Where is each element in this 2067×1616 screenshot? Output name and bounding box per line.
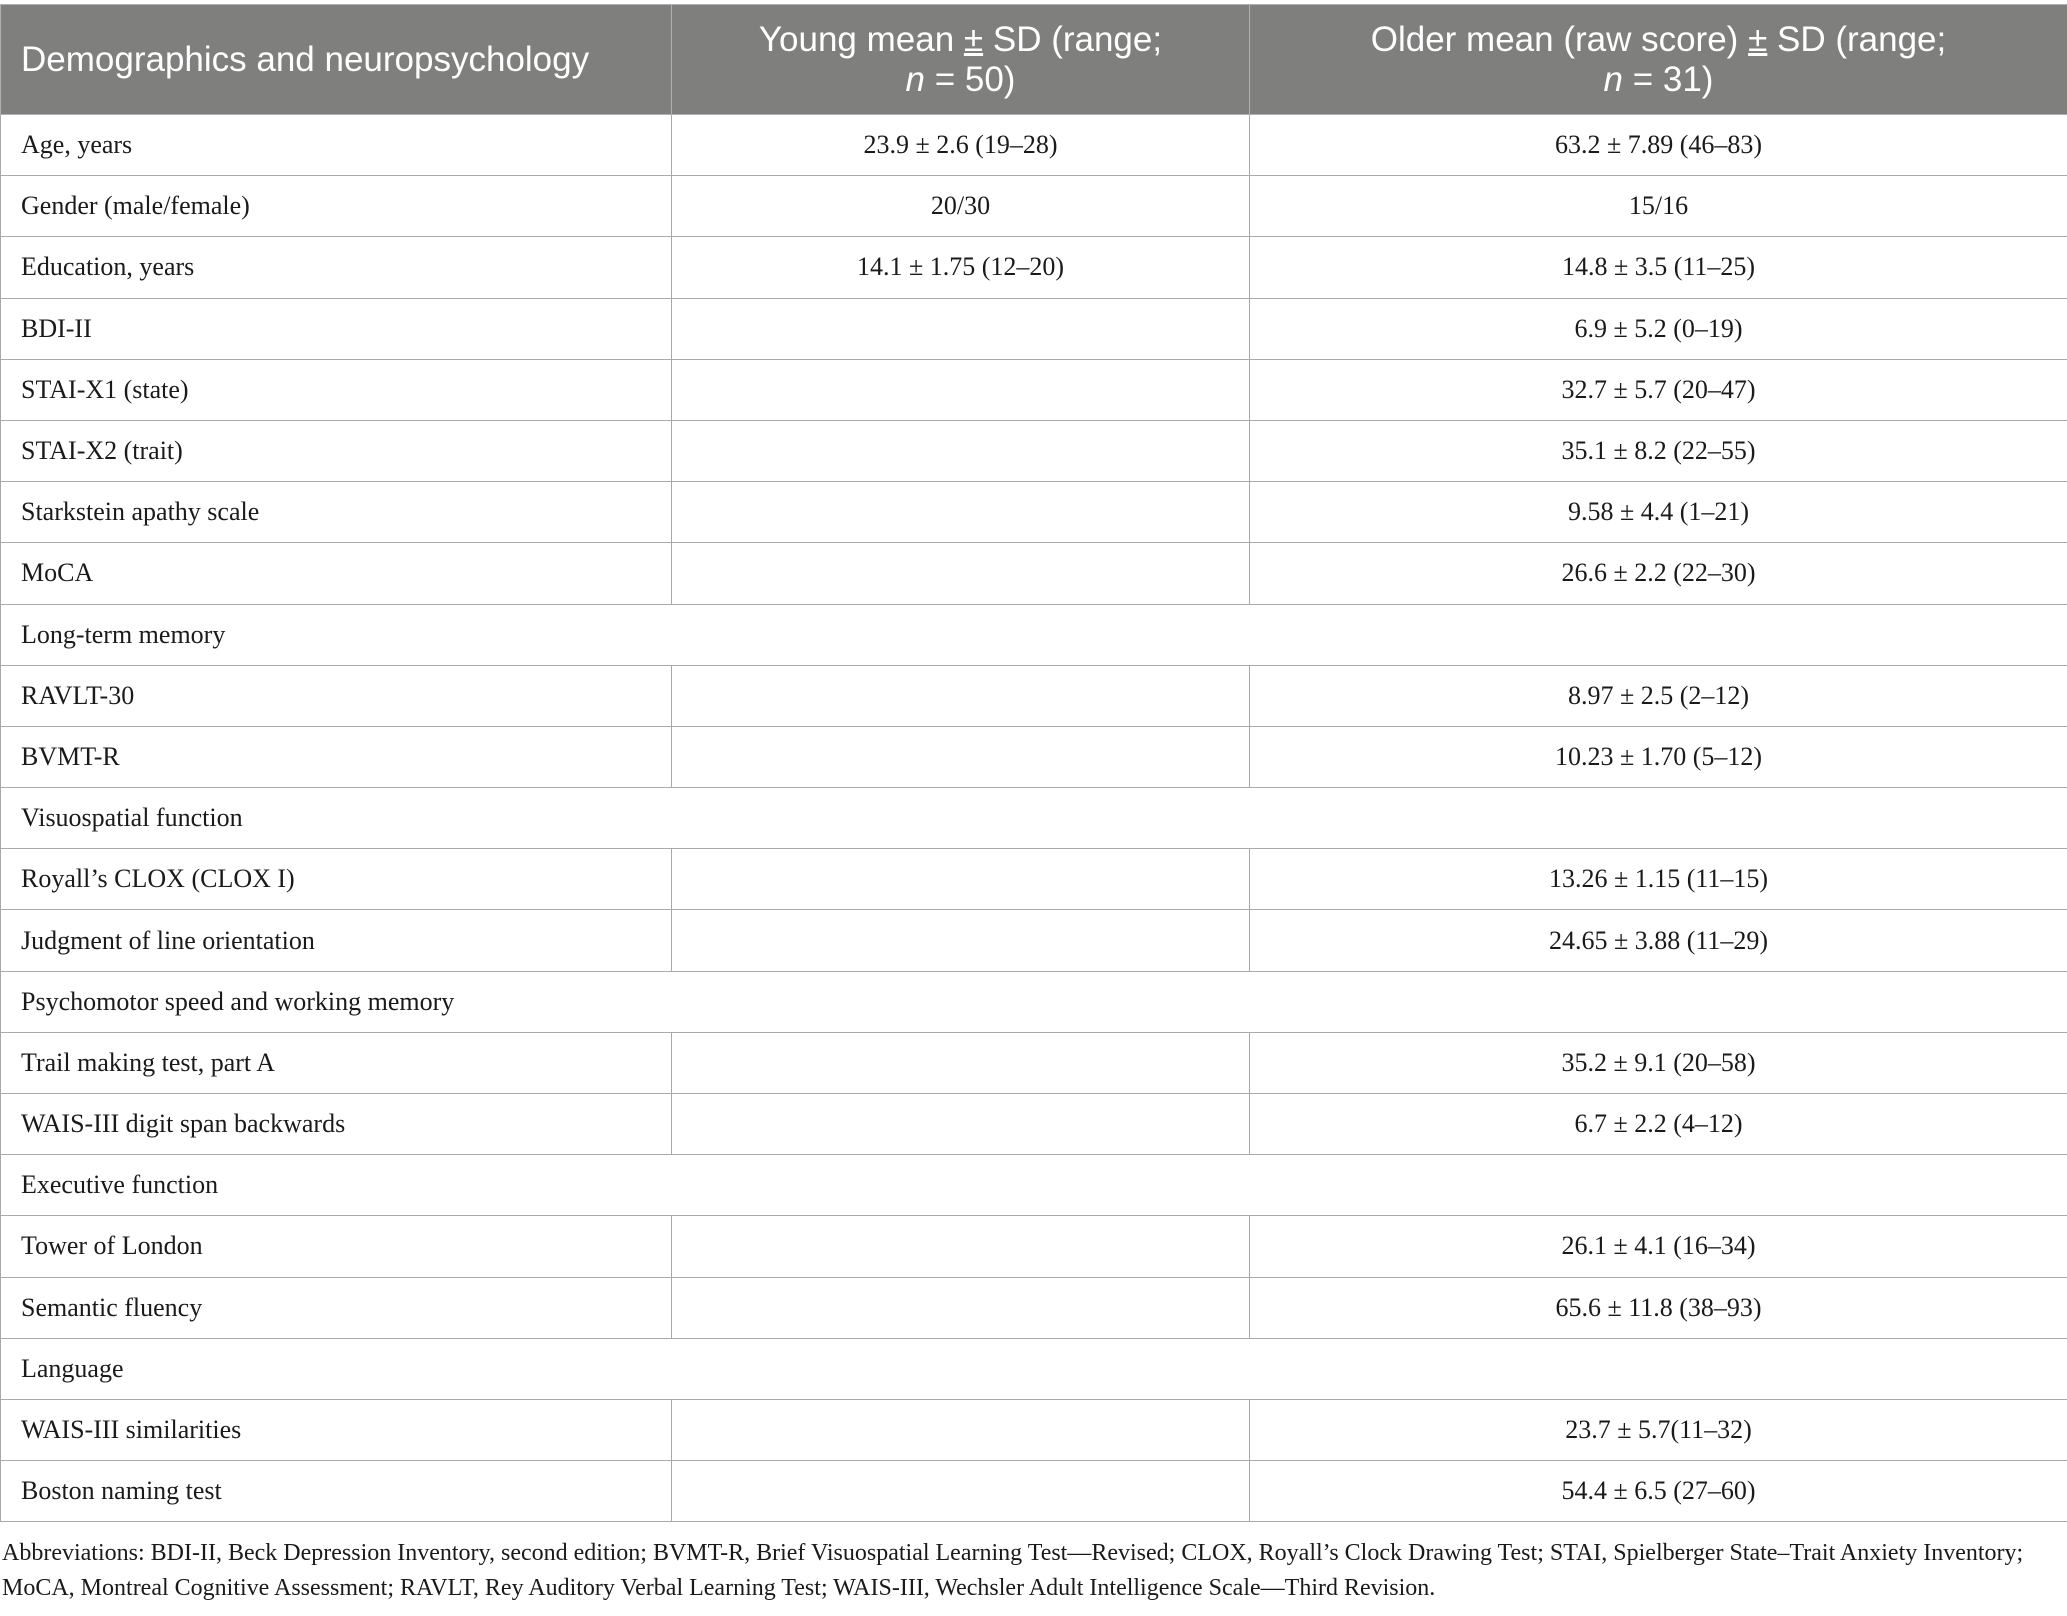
table-row	[1, 1032, 2067, 1093]
table-header-row	[1, 5, 2067, 115]
older-value: 6.7 ± 2.2 (4–12)	[1250, 1094, 2067, 1155]
young-value	[672, 543, 1250, 604]
row-label: Semantic fluency	[1, 1277, 672, 1338]
table-row	[1, 1277, 2067, 1338]
older-value: 10.23 ± 1.70 (5–12)	[1250, 726, 2067, 787]
table-row	[1, 1399, 2067, 1460]
table-row	[1, 237, 2067, 298]
row-label: BDI-II	[1, 298, 672, 359]
abbreviations-footnote: Abbreviations: BDI-II, Beck Depression Inventory, second edition; BVMT-R, Brief Visuospatial Learning Test—Revised; CLOX, Royall’s Clock Drawing Test; STAI, Spielberger State–Trait Anxiety Inventory; MoCA, Montreal Cognitive Assessment; RAVLT, Rey Auditory Verbal Learning Test; WAIS-III, Wechsler Adult Intelligence Scale—Third Revision.	[2, 1540, 2024, 1601]
header-young-prefix: Young mean	[758, 19, 964, 59]
young-value	[672, 726, 1250, 787]
row-label: MoCA	[1, 543, 672, 604]
older-value: 8.97 ± 2.5 (2–12)	[1250, 665, 2067, 726]
row-label: Gender (male/female)	[1, 176, 672, 237]
young-value	[672, 665, 1250, 726]
young-value	[672, 1216, 1250, 1277]
row-label: WAIS-III digit span backwards	[1, 1094, 672, 1155]
header-older-suffix: = 31)	[1622, 59, 1714, 99]
table-container	[0, 4, 2067, 1522]
row-label: Tower of London	[1, 1216, 672, 1277]
section-label: Visuospatial function	[1, 788, 2067, 849]
young-value: 23.9 ± 2.6 (19–28)	[672, 115, 1250, 176]
header-older-mid: SD (range;	[1767, 19, 1947, 59]
section-label: Language	[1, 1338, 2067, 1399]
table-row	[1, 849, 2067, 910]
young-value	[672, 910, 1250, 971]
section-label: Executive function	[1, 1155, 2067, 1216]
header-young-n: n	[905, 59, 925, 99]
section-header-row	[1, 1338, 2067, 1399]
header-older-n: n	[1603, 59, 1623, 99]
header-young-mid: SD (range;	[983, 19, 1163, 59]
row-label: Starkstein apathy scale	[1, 482, 672, 543]
young-value	[672, 1032, 1250, 1093]
section-header-row	[1, 971, 2067, 1032]
older-value: 35.1 ± 8.2 (22–55)	[1250, 420, 2067, 481]
row-label: BVMT-R	[1, 726, 672, 787]
older-value: 54.4 ± 6.5 (27–60)	[1250, 1461, 2067, 1522]
older-value: 26.6 ± 2.2 (22–30)	[1250, 543, 2067, 604]
row-label: Education, years	[1, 237, 672, 298]
young-value	[672, 1399, 1250, 1460]
older-value: 26.1 ± 4.1 (16–34)	[1250, 1216, 2067, 1277]
older-value: 6.9 ± 5.2 (0–19)	[1250, 298, 2067, 359]
table-row	[1, 726, 2067, 787]
table-row	[1, 1216, 2067, 1277]
table-row	[1, 298, 2067, 359]
young-value: 14.1 ± 1.75 (12–20)	[672, 237, 1250, 298]
row-label: Age, years	[1, 115, 672, 176]
young-value	[672, 1461, 1250, 1522]
older-value: 13.26 ± 1.15 (11–15)	[1250, 849, 2067, 910]
older-value: 35.2 ± 9.1 (20–58)	[1250, 1032, 2067, 1093]
section-header-row	[1, 1155, 2067, 1216]
section-label: Long-term memory	[1, 604, 2067, 665]
young-value	[672, 298, 1250, 359]
row-label: WAIS-III similarities	[1, 1399, 672, 1460]
header-young-pm: ±	[963, 19, 984, 59]
row-label: Judgment of line orientation	[1, 910, 672, 971]
older-value: 63.2 ± 7.89 (46–83)	[1250, 115, 2067, 176]
young-value	[672, 359, 1250, 420]
header-older	[1250, 5, 2067, 115]
older-value: 65.6 ± 11.8 (38–93)	[1250, 1277, 2067, 1338]
young-value	[672, 1277, 1250, 1338]
header-older-prefix: Older mean (raw score)	[1370, 19, 1749, 59]
table-row	[1, 176, 2067, 237]
section-header-row	[1, 788, 2067, 849]
section-label: Psychomotor speed and working memory	[1, 971, 2067, 1032]
table-row	[1, 482, 2067, 543]
older-value: 23.7 ± 5.7(11–32)	[1250, 1399, 2067, 1460]
table-body	[1, 115, 2067, 1522]
table-row	[1, 1461, 2067, 1522]
row-label: RAVLT-30	[1, 665, 672, 726]
older-value: 9.58 ± 4.4 (1–21)	[1250, 482, 2067, 543]
row-label: Boston naming test	[1, 1461, 672, 1522]
young-value: 20/30	[672, 176, 1250, 237]
header-young-suffix: = 50)	[924, 59, 1016, 99]
older-value: 32.7 ± 5.7 (20–47)	[1250, 359, 2067, 420]
section-header-row	[1, 604, 2067, 665]
older-value: 15/16	[1250, 176, 2067, 237]
table-row	[1, 420, 2067, 481]
table-row	[1, 359, 2067, 420]
row-label: STAI-X2 (trait)	[1, 420, 672, 481]
young-value	[672, 482, 1250, 543]
demographics-table	[0, 4, 2067, 1522]
table-row	[1, 910, 2067, 971]
older-value: 14.8 ± 3.5 (11–25)	[1250, 237, 2067, 298]
young-value	[672, 1094, 1250, 1155]
young-value	[672, 420, 1250, 481]
table-row	[1, 1094, 2067, 1155]
header-demographics-text: Demographics and neuropsychology	[21, 39, 590, 79]
row-label: Royall’s CLOX (CLOX I)	[1, 849, 672, 910]
table-row	[1, 115, 2067, 176]
table-row	[1, 665, 2067, 726]
header-older-pm: ±	[1748, 19, 1768, 59]
table-row	[1, 543, 2067, 604]
row-label: Trail making test, part A	[1, 1032, 672, 1093]
young-value	[672, 849, 1250, 910]
header-demographics	[1, 5, 672, 115]
header-young	[672, 5, 1250, 115]
row-label: STAI-X1 (state)	[1, 359, 672, 420]
older-value: 24.65 ± 3.88 (11–29)	[1250, 910, 2067, 971]
